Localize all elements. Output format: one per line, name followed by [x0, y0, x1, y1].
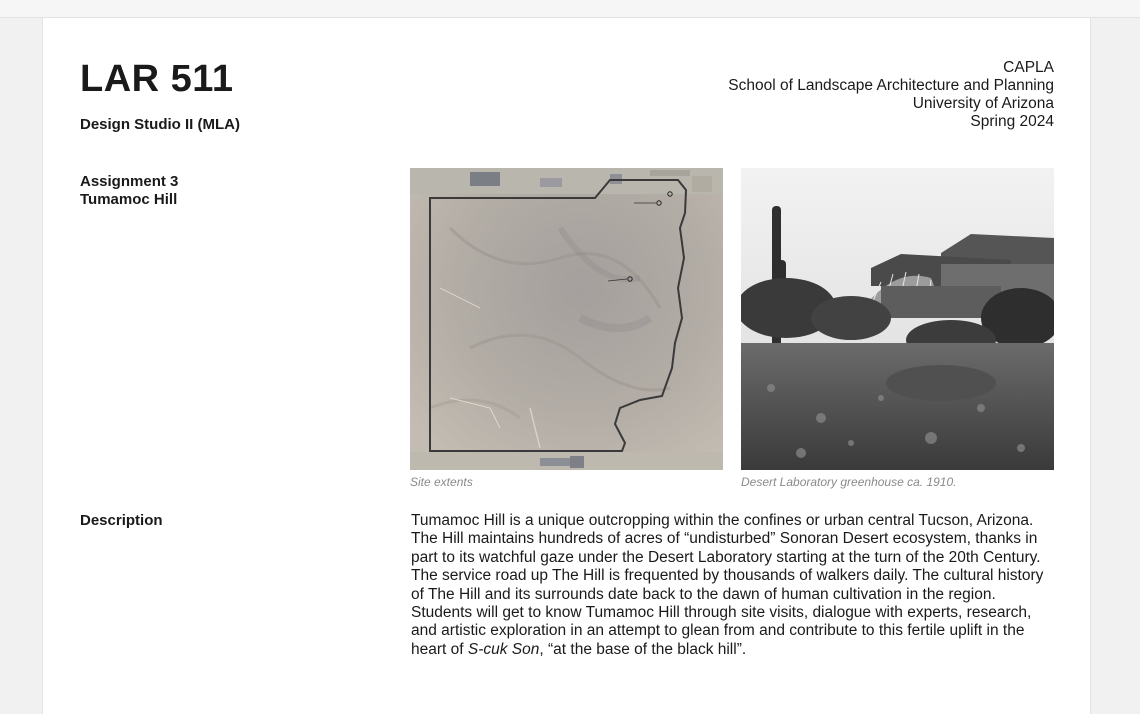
school-name: School of Landscape Architecture and Planning: [728, 77, 1054, 94]
document-page: [42, 18, 1091, 714]
assignment-number: Assignment 3: [80, 173, 179, 190]
description-text-end: , “at the base of the black hill”.: [539, 640, 747, 658]
description-text-main: Tumamoc Hill is a unique outcropping within the confines or urban central Tucson, Arizona. The Hill maintains hundreds of acres of “undisturbed” Sonoran Desert ecosystem, thanks in part to its watchful gaze under the Desert Laboratory starting at the turn of the 20th Century. The service road up The Hill is frequented by thousands of walkers daily. The cultural history of The Hill and its surrounds date back to the dawn of human cultivation in the region. Students will get to know Tumamoc Hill through site visits, dialogue with experts, research, and artistic exploration in an attempt to glean from and contribute to this fertile uplift in the heart of: [411, 512, 1044, 658]
description-italic-term: S-cuk Son: [467, 640, 540, 658]
description-label: Description: [80, 512, 163, 529]
description-text: [411, 512, 1051, 659]
assignment-title: Tumamoc Hill: [80, 191, 178, 208]
institution-block: [728, 59, 1054, 131]
greenhouse-photo-image: [741, 168, 1054, 470]
viewer-toolbar: [0, 0, 1140, 18]
course-name: Design Studio II (MLA): [80, 116, 240, 133]
course-code: LAR 511: [80, 58, 234, 100]
college-name: CAPLA: [1003, 59, 1054, 76]
university-name: University of Arizona: [912, 95, 1054, 112]
site-map-caption: Site extents: [410, 475, 473, 489]
site-map-image: [410, 168, 723, 470]
greenhouse-photo-figure: [741, 168, 1054, 490]
assignment-heading: [80, 173, 178, 209]
site-map-figure: [410, 168, 723, 490]
greenhouse-photo-caption: Desert Laboratory greenhouse ca. 1910.: [741, 475, 957, 489]
semester: Spring 2024: [970, 113, 1054, 130]
